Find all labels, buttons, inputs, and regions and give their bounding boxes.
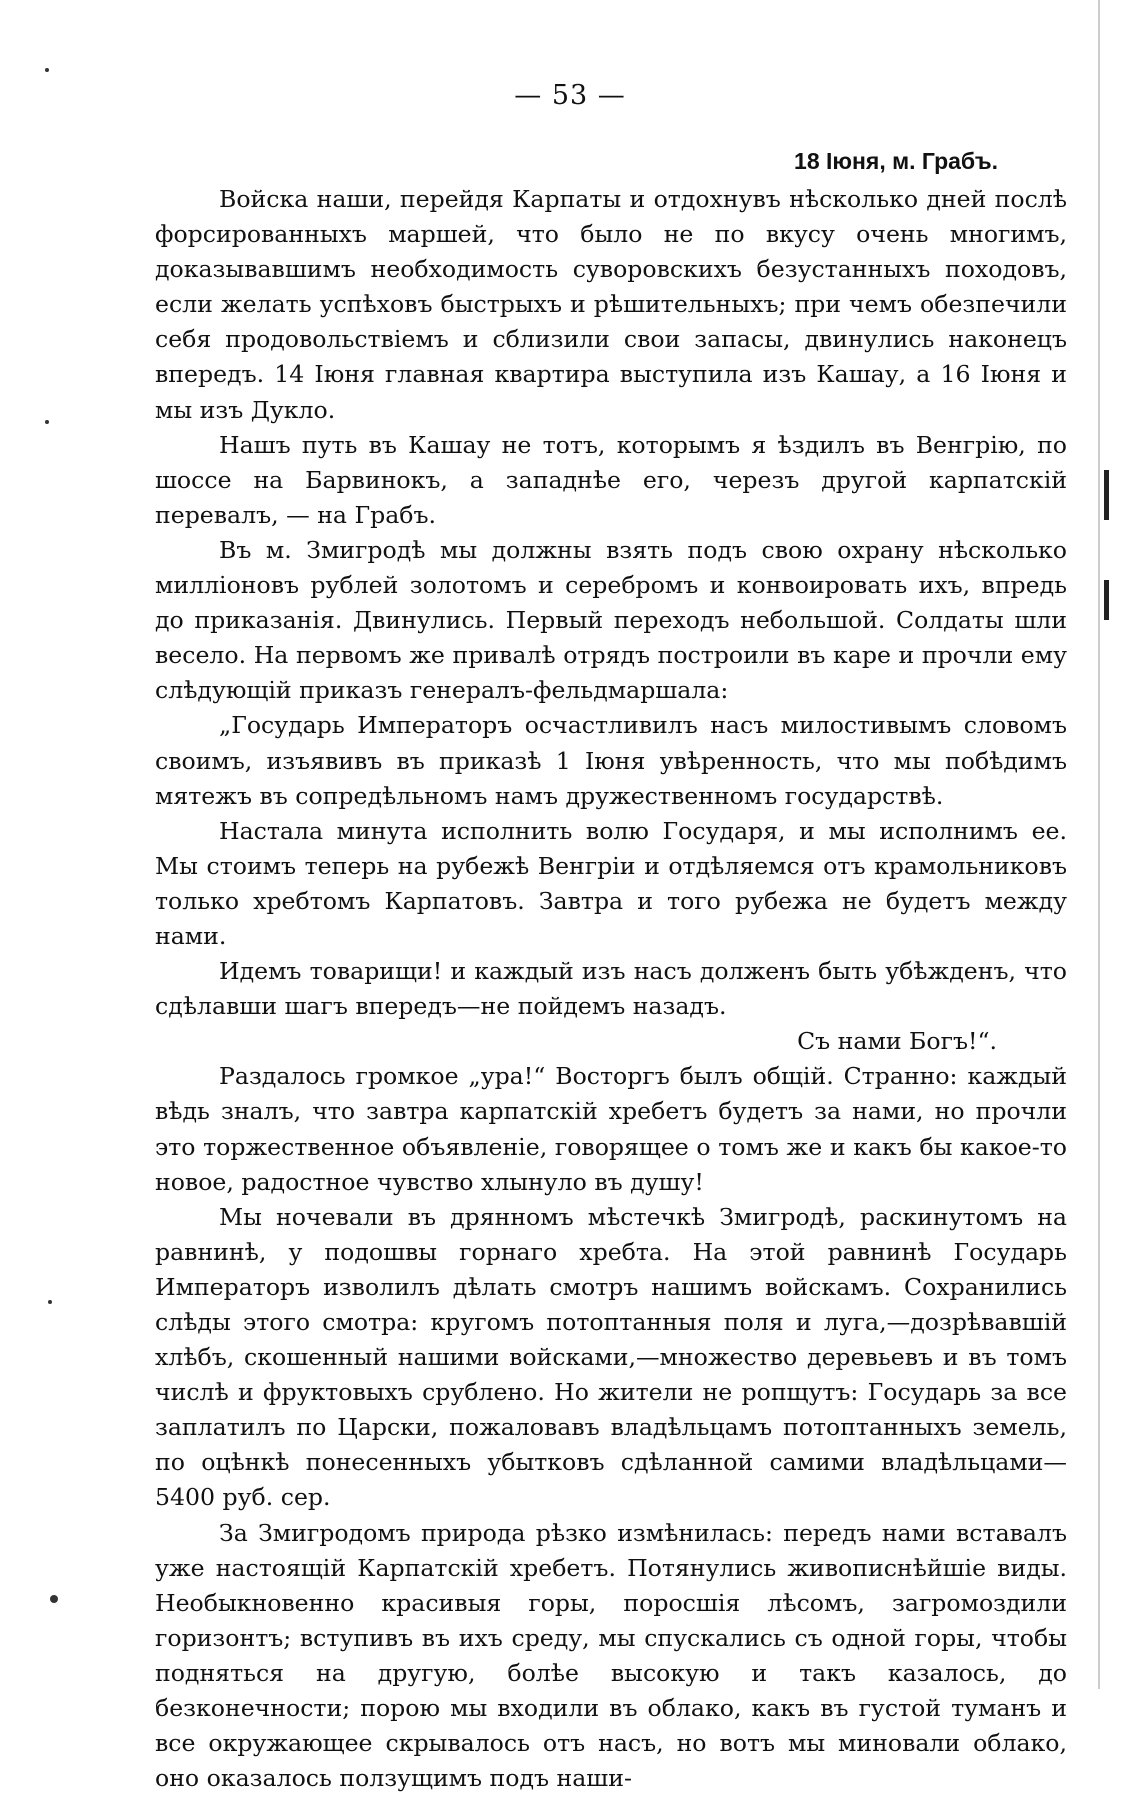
order-paragraph: „Государь Императоръ осчастливилъ насъ милостивымъ словомъ своимъ, изъявивъ въ приказѣ 1 Іюня увѣренность, что мы побѣдимъ мятежъ въ сопредѣльномъ намъ дружественномъ государствѣ. — [155, 711, 1067, 810]
margin-speck — [48, 1300, 52, 1304]
body-text — [155, 182, 1067, 1796]
margin-speck — [50, 1595, 58, 1603]
paragraph: Войска наши, перейдя Карпаты и отдохнувъ нѣсколько дней послѣ форсированныхъ маршей, что было не по вкусу очень многимъ, доказывавшимъ необходимость суворовскихъ безустанныхъ походовъ, если желать успѣховъ быстрыхъ и рѣшительныхъ; при чемъ обезпечили себя продовольствіемъ и сблизили свои запасы, двинулись наконецъ впередъ. 14 Іюня главная квартира выступила изъ Кашау, а 16 Іюня и мы изъ Дукло. — [155, 185, 1067, 424]
margin-speck — [45, 420, 49, 424]
paragraph: Мы ночевали въ дрянномъ мѣстечкѣ Змигродѣ, раскинутомъ на равнинѣ, у подошвы горнаго хребта. На этой равнинѣ Государь Императоръ изволилъ дѣлать смотръ нашимъ войскамъ. Сохранились слѣды этого смотра: кругомъ потоптанныя поля и луга,—дозрѣвавшій хлѣбъ, скошенный нашими войсками,—множество деревьевъ и въ томъ числѣ и фруктовыхъ срублено. Но жители не ропщутъ: Государь за все заплатилъ по Царски, пожаловавъ владѣльцамъ потоптанныхъ земель, по оцѣнкѣ понесенныхъ убытковъ сдѣланной самими владѣльцами—5400 руб. сер. — [155, 1202, 1067, 1512]
dateline: 18 Іюня, м. Грабъ. — [794, 148, 998, 174]
order-signature: Съ нами Богъ!“. — [797, 1027, 997, 1056]
page-edge-line — [1098, 0, 1100, 1689]
page-edge-mark — [1104, 580, 1109, 620]
page-number: — 53 — — [514, 80, 626, 111]
paragraph: Нашъ путь въ Кашау не тотъ, которымъ я ѣздилъ въ Венгрію, по шоссе на Барвинокъ, а западнѣе его, черезъ другой карпатскій перевалъ, — на Грабъ. — [155, 430, 1067, 529]
paragraph: Раздалось громкое „ура!“ Восторгъ былъ общій. Странно: каждый вѣдь зналъ, что завтра карпатскій хребетъ будетъ за нами, но прочли это торжественное объявленіе, говорящее о томъ же и какъ бы какое-то новое, радостное чувство хлынуло въ душу! — [155, 1062, 1067, 1196]
order-paragraph: Идемъ товарищи! и каждый изъ насъ долженъ быть убѣжденъ, что сдѣлавши шагъ впередъ—не пойдемъ назадъ. — [155, 957, 1067, 1021]
paragraph: Въ м. Змигродѣ мы должны взять подъ свою охрану нѣсколько милліоновъ рублей золотомъ и серебромъ и конвоировать ихъ, впредь до приказанія. Двинулись. Первый переходъ небольшой. Солдаты шли весело. На первомъ же привалѣ отрядъ построили въ каре и прочли ему слѣдующій приказъ генералъ-фельдмаршала: — [155, 535, 1067, 705]
paragraph: За Змигродомъ природа рѣзко измѣнилась: передъ нами вставалъ уже настоящій Карпатскій хребетъ. Потянулись живописнѣйшіе виды. Необыкновенно красивыя горы, поросшія лѣсомъ, загромоздили горизонтъ; вступивъ въ ихъ среду, мы спускались съ одной горы, чтобы подняться на другую, болѣе высокую и такъ казалось, до безконечности; порою мы входили въ облако, какъ въ густой туманъ и все окружающее скрывалось отъ насъ, но вотъ мы миновали облако, оно оказалось ползущимъ подъ наши- — [155, 1518, 1067, 1793]
order-paragraph: Настала минута исполнить волю Государя, и мы исполнимъ ее. Мы стоимъ теперь на рубежѣ Венгріи и отдѣляемся отъ крамольниковъ только хребтомъ Карпатовъ. Завтра и того рубежа не будетъ между нами. — [155, 816, 1067, 950]
margin-speck — [45, 68, 49, 72]
page-edge-mark — [1104, 470, 1109, 520]
